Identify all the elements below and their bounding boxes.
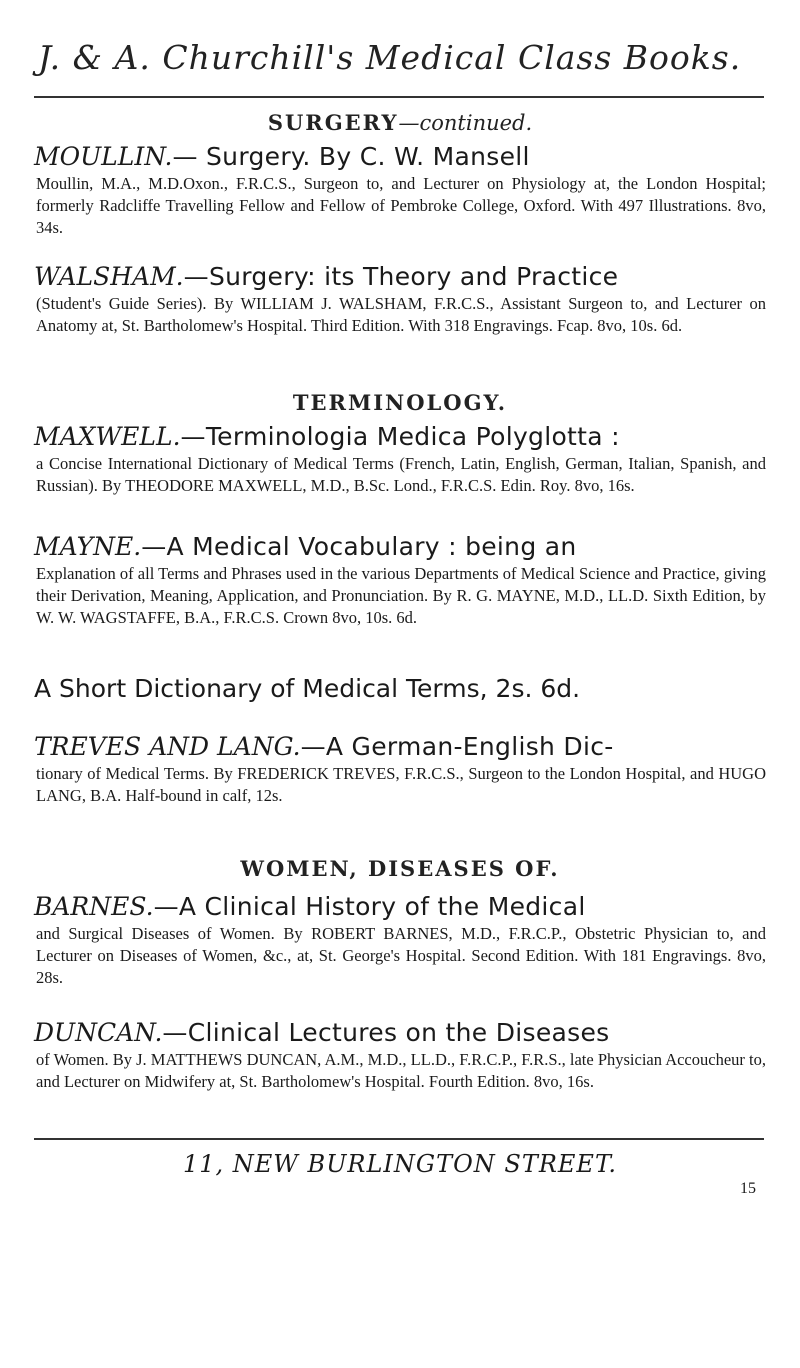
entry-description: tionary of Medical Terms. By FREDERICK TREVES, F.R.C.S., Surgeon to the London Hospital, and HUGO LANG, B.A. Half-bound in calf, 12s. <box>36 764 766 805</box>
section-title-surgery <box>0 110 800 135</box>
entry-treves-lang <box>34 730 766 807</box>
entry-title: — Surgery. By C. W. Mansell <box>172 142 530 171</box>
entry-title: —A Medical Vocabulary : being an <box>141 532 577 561</box>
entry-author: MAXWELL. <box>34 422 181 451</box>
entry-heading <box>34 730 766 763</box>
header-rule <box>34 96 764 98</box>
entry-description: a Concise International Dictionary of Medical Terms (French, Latin, English, German, Italian, Spanish, and Russian). By THEODORE MAXWELL, M.D., B.Sc. Lond., F.R.C.S. Edin. Roy. 8vo, 16s. <box>36 454 766 495</box>
entry-title: —Terminologia Medica Polyglotta : <box>180 422 620 451</box>
entry-barnes <box>34 890 766 989</box>
entry-author: TREVES AND LANG. <box>34 732 301 761</box>
entry-description: of Women. By J. MATTHEWS DUNCAN, A.M., M.D., LL.D., F.R.C.P., F.R.S., late Physician Accoucheur to, and Lecturer on Midwifery at, St. Bartholomew's Hospital. Fourth Edition. 8vo, 16s. <box>36 1050 766 1091</box>
section-title-terminology: TERMINOLOGY. <box>292 390 508 415</box>
entry-description: and Surgical Diseases of Women. By ROBERT BARNES, M.D., F.R.C.P., Obstetric Physician to, and Lecturer on Diseases of Women, &c., at, St. George's Hospital. Second Edition. With 181 Engravings. 8vo, 28s. <box>36 924 766 987</box>
entry-author: MAYNE. <box>34 532 142 561</box>
page-number: 15 <box>740 1180 756 1197</box>
entry-description: (Student's Guide Series). By WILLIAM J. WALSHAM, F.R.C.S., Assistant Surgeon to, and Lecturer on Anatomy at, St. Bartholomew's Hospital. Third Edition. With 318 Engravings. Fcap. 8vo, 10s. 6d. <box>36 294 766 335</box>
entry-heading <box>34 420 766 453</box>
section-title-text: SURGERY <box>267 110 399 135</box>
entry-mayne <box>34 530 766 629</box>
entry-heading <box>34 260 766 293</box>
short-dictionary-entry: A Short Dictionary of Medical Terms, 2s. 6d. <box>34 674 581 703</box>
entry-author: BARNES. <box>34 892 154 921</box>
entry-description: Moullin, M.A., M.D.Oxon., F.R.C.S., Surgeon to, and Lecturer on Physiology at, the London Hospital; formerly Radcliffe Travelling Fellow and Fellow of Pembroke College, Oxford. With 497 Illustrations. 8vo, 34s. <box>36 174 766 237</box>
entry-author: MOULLIN. <box>34 142 173 171</box>
entry-maxwell <box>34 420 766 497</box>
entry-title: —Clinical Lectures on the Diseases <box>162 1018 610 1047</box>
continued-label: —continued. <box>398 111 533 135</box>
entry-title: —A German-English Dic- <box>300 732 614 761</box>
footer-rule <box>34 1138 764 1140</box>
entry-heading <box>34 140 766 173</box>
entry-moullin <box>34 140 766 239</box>
entry-title: —Surgery: its Theory and Practice <box>183 262 619 291</box>
entry-heading <box>34 530 766 563</box>
publisher-address: 11, NEW BURLINGTON STREET. <box>182 1150 618 1178</box>
entry-author: DUNCAN. <box>34 1018 163 1047</box>
entry-walsham <box>34 260 766 337</box>
section-title-women: WOMEN, DISEASES OF. <box>240 856 560 881</box>
entry-author: WALSHAM. <box>34 262 184 291</box>
entry-heading <box>34 1016 766 1049</box>
entry-heading <box>34 890 766 923</box>
entry-description: Explanation of all Terms and Phrases used in the various Departments of Medical Science and Practice, giving their Derivation, Meaning, Application, and Pronunciation. By R. G. MAYNE, M.D., LL.D. Sixth Edition, by W. W. WAGSTAFFE, B.A., F.R.C.S. Crown 8vo, 10s. 6d. <box>36 564 766 627</box>
entry-title: —A Clinical History of the Medical <box>153 892 586 921</box>
running-title: J. & A. Churchill's Medical Class Books. <box>38 38 742 77</box>
entry-duncan <box>34 1016 766 1093</box>
